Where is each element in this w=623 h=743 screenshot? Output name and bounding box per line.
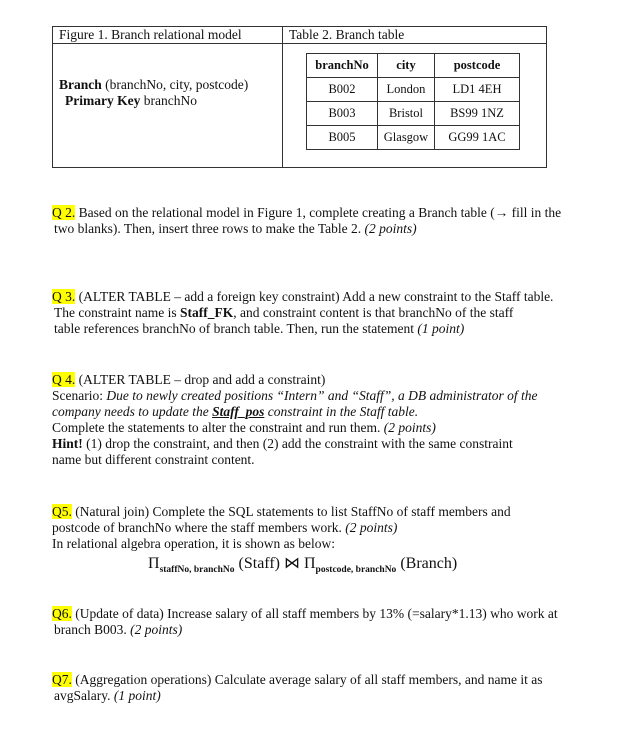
question-2 bbox=[52, 205, 561, 237]
cell-branchno: B005 bbox=[307, 126, 378, 150]
table-header-row bbox=[307, 54, 520, 78]
figure-table-box bbox=[52, 26, 547, 168]
q5-points: (2 points) bbox=[345, 520, 398, 535]
q4-line3a: company needs to update the bbox=[52, 404, 213, 419]
q3-label: Q 3. bbox=[52, 289, 76, 304]
table-row bbox=[307, 126, 520, 150]
natural-join-symbol: ⋈ bbox=[283, 555, 300, 572]
q4-line6: name but different constraint content. bbox=[52, 452, 255, 467]
figure-caption: Figure 1. Branch relational model bbox=[59, 27, 242, 42]
model-attrs: (branchNo, city, postcode) bbox=[101, 77, 249, 92]
relational-model bbox=[59, 77, 248, 109]
cell-postcode: LD1 4EH bbox=[435, 78, 520, 102]
header-city: city bbox=[378, 54, 435, 78]
q7-line1: (Aggregation operations) Calculate average salary of all staff members, and name it as bbox=[71, 672, 543, 687]
q2-points: (2 points) bbox=[364, 221, 417, 236]
q3-line3: table references branchNo of branch table. Then, run the statement bbox=[54, 321, 414, 336]
cell-branchno: B003 bbox=[307, 102, 378, 126]
q6-line1: (Update of data) Increase salary of all staff members by 13% (=salary*1.13) who work at bbox=[71, 606, 558, 621]
cell-branchno: B002 bbox=[307, 78, 378, 102]
box-divider-horizontal bbox=[53, 43, 546, 44]
q4-label: Q 4. bbox=[52, 372, 76, 387]
branch-table bbox=[306, 53, 520, 150]
projection-symbol: Π bbox=[303, 555, 316, 572]
relation-branch: (Branch) bbox=[396, 555, 458, 572]
table-row bbox=[307, 78, 520, 102]
q6-points: (2 points) bbox=[130, 622, 183, 637]
projection-attrs-1: staffNo, branchNo bbox=[159, 565, 235, 576]
projection-symbol: Π bbox=[148, 555, 160, 572]
q5-line2: postcode of branchNo where the staff members work. bbox=[52, 520, 342, 535]
q3-line2c: , and constraint content is that branchNo of the staff bbox=[233, 305, 514, 320]
header-postcode: postcode bbox=[435, 54, 520, 78]
q4-points: (2 points) bbox=[383, 420, 436, 435]
projection-attrs-2: postcode, branchNo bbox=[315, 565, 397, 576]
q3-line2a: The constraint name is bbox=[54, 305, 180, 320]
q4-scenario-text: Due to newly created positions “Intern” and “Staff”, a DB administrator of the bbox=[106, 388, 538, 403]
q4-constraint-name: Staff_pos bbox=[212, 404, 265, 419]
q6-label: Q6. bbox=[52, 606, 72, 621]
q7-line2: avgSalary. bbox=[54, 688, 111, 703]
question-6 bbox=[52, 606, 558, 638]
question-3 bbox=[52, 289, 553, 337]
table-caption: Table 2. Branch table bbox=[289, 27, 405, 42]
q2-line2: two blanks). Then, insert three rows to make the Table 2. bbox=[54, 221, 362, 236]
header-branchno: branchNo bbox=[307, 54, 378, 78]
q7-points: (1 point) bbox=[113, 688, 161, 703]
relational-algebra-expression bbox=[148, 553, 457, 575]
q3-line1: (ALTER TABLE – add a foreign key constraint) Add a new constraint to the Staff table. bbox=[75, 289, 554, 304]
q5-label: Q5. bbox=[52, 504, 72, 519]
pk-value: branchNo bbox=[140, 93, 197, 108]
cell-city: Glasgow bbox=[378, 126, 435, 150]
q3-points: (1 point) bbox=[417, 321, 465, 336]
q2-label: Q 2. bbox=[52, 205, 76, 220]
cell-city: Bristol bbox=[378, 102, 435, 126]
q3-constraint-name: Staff_FK bbox=[179, 305, 234, 320]
q4-scenario-label: Scenario: bbox=[52, 388, 107, 403]
question-7 bbox=[52, 672, 542, 704]
q6-line2: branch B003. bbox=[54, 622, 127, 637]
q4-line3c: constraint in the Staff table. bbox=[264, 404, 419, 419]
pk-label: Primary Key bbox=[65, 93, 141, 108]
box-divider-vertical bbox=[282, 27, 283, 167]
cell-postcode: BS99 1NZ bbox=[435, 102, 520, 126]
q7-label: Q7. bbox=[52, 672, 72, 687]
q4-hint-label: Hint! bbox=[52, 436, 83, 451]
q4-line5: (1) drop the constraint, and then (2) add the constraint with the same constraint bbox=[82, 436, 513, 451]
q4-line1: (ALTER TABLE – drop and add a constraint) bbox=[75, 372, 326, 387]
question-4 bbox=[52, 372, 537, 468]
table-row bbox=[307, 102, 520, 126]
q5-line1: (Natural join) Complete the SQL statements to list StaffNo of staff members and bbox=[71, 504, 511, 519]
cell-postcode: GG99 1AC bbox=[435, 126, 520, 150]
q5-line3: In relational algebra operation, it is shown as below: bbox=[52, 536, 336, 551]
model-name: Branch bbox=[59, 77, 102, 92]
question-5 bbox=[52, 504, 511, 552]
q4-line4: Complete the statements to alter the constraint and run them. bbox=[52, 420, 381, 435]
cell-city: London bbox=[378, 78, 435, 102]
relation-staff: (Staff) bbox=[234, 555, 284, 572]
q2-line1: Based on the relational model in Figure 1, complete creating a Branch table (→ fill in the bbox=[75, 205, 562, 220]
